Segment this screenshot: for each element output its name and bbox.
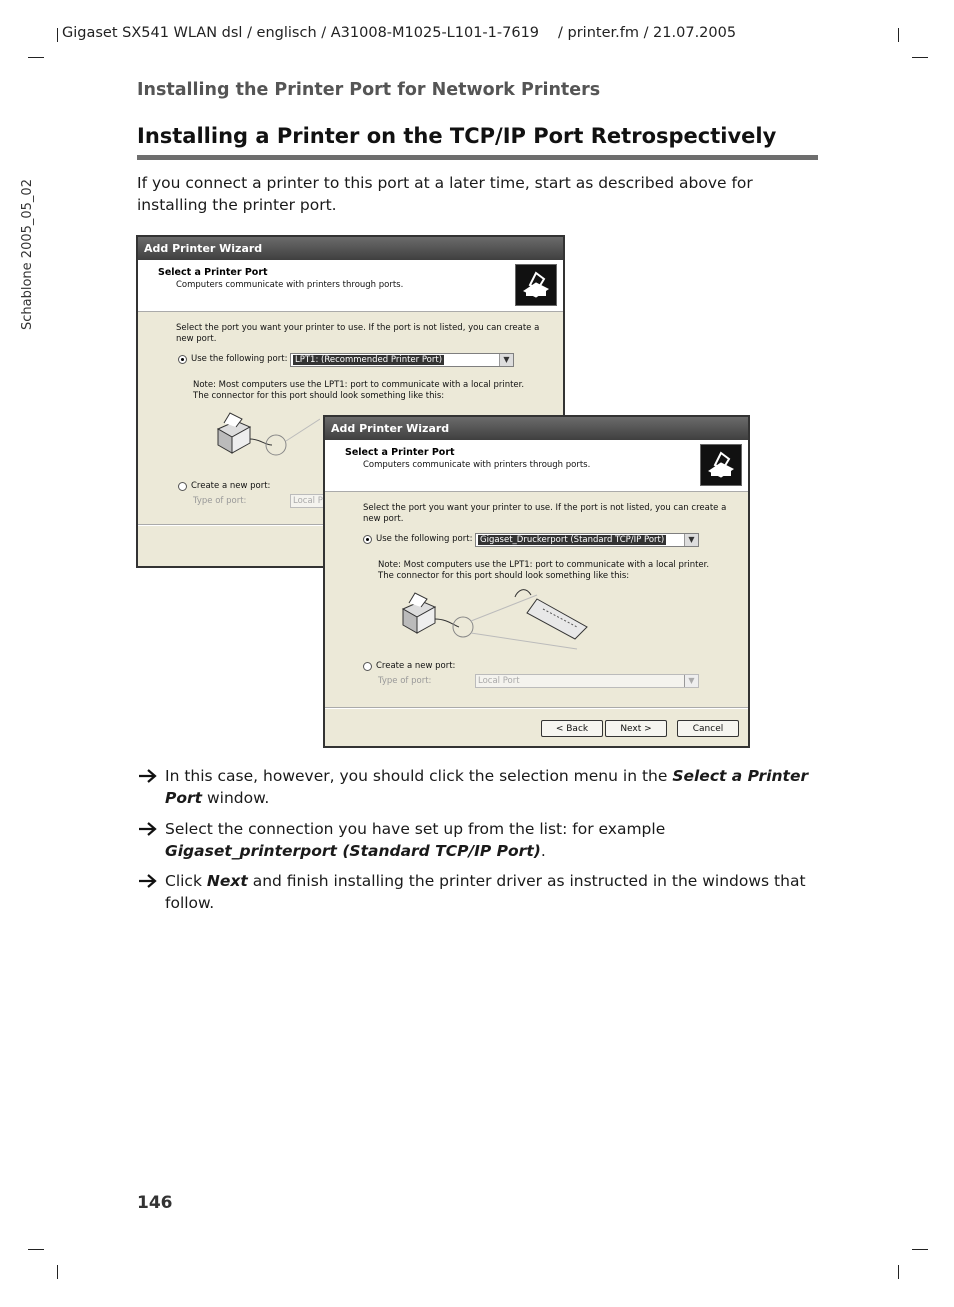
printer-connector-illustration — [210, 409, 320, 473]
dialog-heading: Select a Printer Port — [158, 267, 268, 278]
bullet-text-end: and finish installing the printer driver as instructed in the windows that follow. — [165, 872, 806, 912]
crop-mark — [57, 1265, 58, 1279]
crop-mark — [57, 28, 58, 42]
cancel-button[interactable]: Cancel — [677, 720, 739, 737]
port-type-value: Local Port — [478, 676, 520, 686]
use-port-radio[interactable] — [178, 355, 187, 364]
note-text-2: The connector for this port should look something like this: — [378, 571, 630, 581]
port-type-select[interactable] — [475, 674, 699, 688]
port-select[interactable] — [475, 533, 699, 547]
next-button[interactable]: Next > — [605, 720, 667, 737]
note-text-2: The connector for this port should look something like this: — [193, 391, 445, 401]
type-of-port-label: Type of port: — [193, 496, 247, 506]
dialog-subheading: Computers communicate with printers through ports. — [363, 460, 591, 470]
wizard-dialog-front — [323, 415, 750, 748]
title-rule — [137, 155, 818, 160]
crop-mark — [898, 1265, 899, 1279]
back-button[interactable]: < Back — [541, 720, 603, 737]
use-port-radio[interactable] — [363, 535, 372, 544]
dialog-title-bar: Add Printer Wizard — [325, 417, 748, 440]
dialog-heading: Select a Printer Port — [345, 447, 455, 458]
arrow-icon — [137, 765, 159, 793]
bullet-text: Click — [165, 872, 207, 890]
running-header-right: / printer.fm / 21.07.2005 — [558, 25, 737, 41]
crop-mark — [28, 1249, 44, 1250]
bullet-text: In this case, however, you should click the selection menu in the — [165, 767, 673, 785]
instruction-text-2: new port. — [363, 514, 404, 524]
instruction-text: Select the port you want your printer to use. If the port is not listed, you can create a — [176, 323, 540, 333]
bullet-text-end: . — [540, 842, 546, 860]
create-port-label: Create a new port: — [376, 661, 456, 671]
crop-mark — [28, 57, 44, 58]
note-text: Note: Most computers use the LPT1: port to communicate with a local printer. — [193, 380, 525, 390]
arrow-icon — [137, 818, 159, 846]
side-label: Schablone 2005_05_02 — [20, 179, 35, 330]
dialog-header — [325, 440, 748, 492]
port-select[interactable] — [290, 353, 514, 367]
dialog-title-bar: Add Printer Wizard — [138, 237, 563, 260]
dialog-header — [138, 260, 563, 312]
running-header-left: Gigaset SX541 WLAN dsl / englisch / A31008-M1025-L101-1-7619 — [62, 25, 540, 41]
port-type-value: Local P — [293, 496, 323, 506]
dialog-subheading: Computers communicate with printers through ports. — [176, 280, 404, 290]
bullet-text-end: window. — [202, 789, 270, 807]
bullet-emphasis: Select a Printer Port — [165, 767, 809, 807]
port-select-value: Gigaset_Druckerport (Standard TCP/IP Port) — [480, 535, 665, 545]
chevron-down-icon: ▼ — [684, 675, 698, 687]
printer-connector-illustration — [397, 587, 607, 661]
use-port-label: Use the following port: — [191, 354, 288, 364]
instruction-text-2: new port. — [176, 334, 217, 344]
bullet-text: Select the connection you have set up from the list: for example — [165, 820, 666, 838]
divider — [325, 707, 748, 709]
section-header: Installing the Printer Port for Network Printers — [137, 80, 601, 100]
crop-mark — [898, 28, 899, 42]
port-select-value: LPT1: (Recommended Printer Port) — [295, 355, 443, 365]
crop-mark — [912, 57, 928, 58]
printer-icon — [515, 264, 557, 306]
printer-icon — [700, 444, 742, 486]
create-port-label: Create a new port: — [191, 481, 271, 491]
page-number: 146 — [137, 1193, 173, 1213]
instruction-text: Select the port you want your printer to use. If the port is not listed, you can create a — [363, 503, 727, 513]
bullet-emphasis: Next — [206, 872, 248, 890]
use-port-label: Use the following port: — [376, 534, 473, 544]
note-text: Note: Most computers use the LPT1: port to communicate with a local printer. — [378, 560, 710, 570]
chevron-down-icon: ▼ — [684, 534, 698, 546]
bullet-emphasis: Gigaset_printerport (Standard TCP/IP Port) — [165, 842, 541, 860]
create-port-radio[interactable] — [178, 482, 187, 491]
page-title: Installing a Printer on the TCP/IP Port Retrospectively — [137, 124, 777, 148]
crop-mark — [912, 1249, 928, 1250]
chevron-down-icon: ▼ — [499, 354, 513, 366]
arrow-icon — [137, 870, 159, 898]
intro-paragraph: If you connect a printer to this port at a later time, start as described above for installing the printer port. — [137, 174, 753, 214]
type-of-port-label: Type of port: — [378, 676, 432, 686]
create-port-radio[interactable] — [363, 662, 372, 671]
